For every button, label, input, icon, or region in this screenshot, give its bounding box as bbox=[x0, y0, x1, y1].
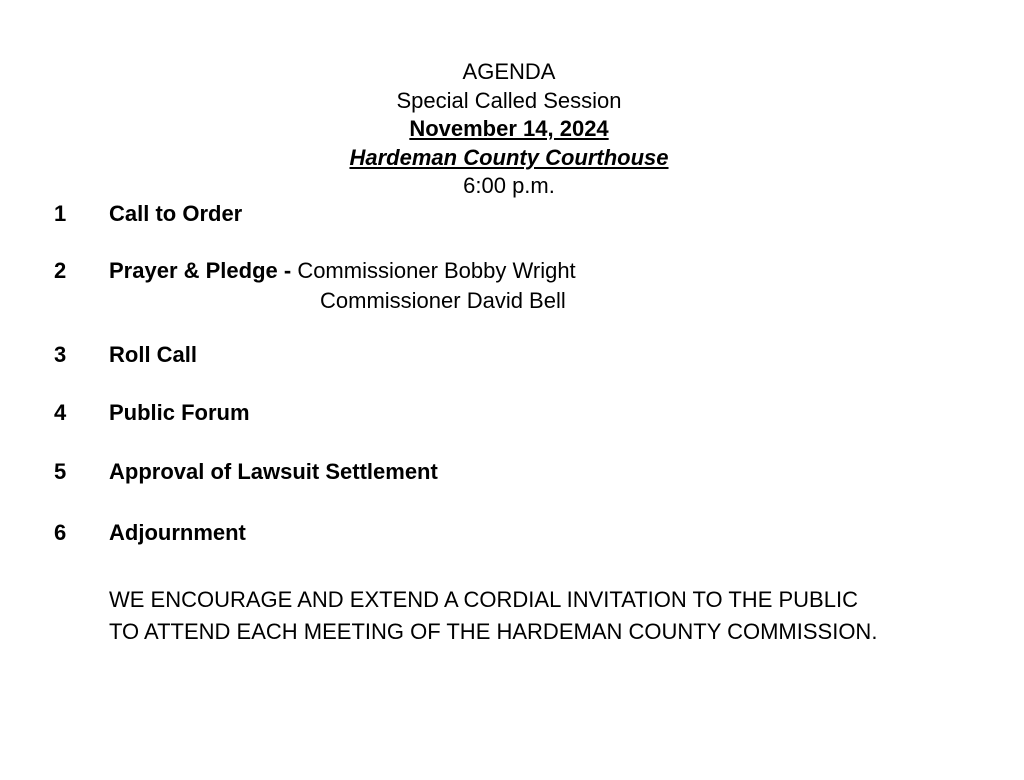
item-label: Call to Order bbox=[109, 201, 243, 226]
invitation-line-2: TO ATTEND EACH MEETING OF THE HARDEMAN COUNTY COMMISSION. bbox=[109, 619, 878, 644]
item-number: 4 bbox=[54, 400, 67, 425]
meeting-date: November 14, 2024 bbox=[409, 116, 609, 141]
session-type: Special Called Session bbox=[396, 87, 622, 113]
item-number: 6 bbox=[54, 520, 67, 545]
presenter-name: Commissioner David Bell bbox=[320, 288, 566, 313]
invitation-line-1: WE ENCOURAGE AND EXTEND A CORDIAL INVITATION TO THE PUBLIC bbox=[109, 587, 858, 612]
item-label: Adjournment bbox=[109, 520, 246, 545]
meeting-time: 6:00 p.m. bbox=[463, 173, 555, 198]
item-label: Public Forum bbox=[109, 400, 250, 425]
item-label: Roll Call bbox=[109, 342, 198, 367]
item-label-with-presenter bbox=[109, 256, 576, 286]
item-number: 5 bbox=[54, 459, 67, 484]
public-invitation bbox=[109, 584, 1009, 648]
item-number: 1 bbox=[54, 201, 67, 226]
item-number: 2 bbox=[54, 258, 67, 283]
presenter-name: Commissioner Bobby Wright bbox=[297, 258, 576, 283]
meeting-location: Hardeman County Courthouse bbox=[349, 144, 669, 170]
item-label: Prayer & Pledge - bbox=[109, 258, 292, 283]
item-label: Approval of Lawsuit Settlement bbox=[109, 459, 438, 484]
agenda-title: AGENDA bbox=[462, 59, 556, 84]
agenda-header bbox=[0, 58, 1018, 201]
item-number: 3 bbox=[54, 342, 67, 367]
